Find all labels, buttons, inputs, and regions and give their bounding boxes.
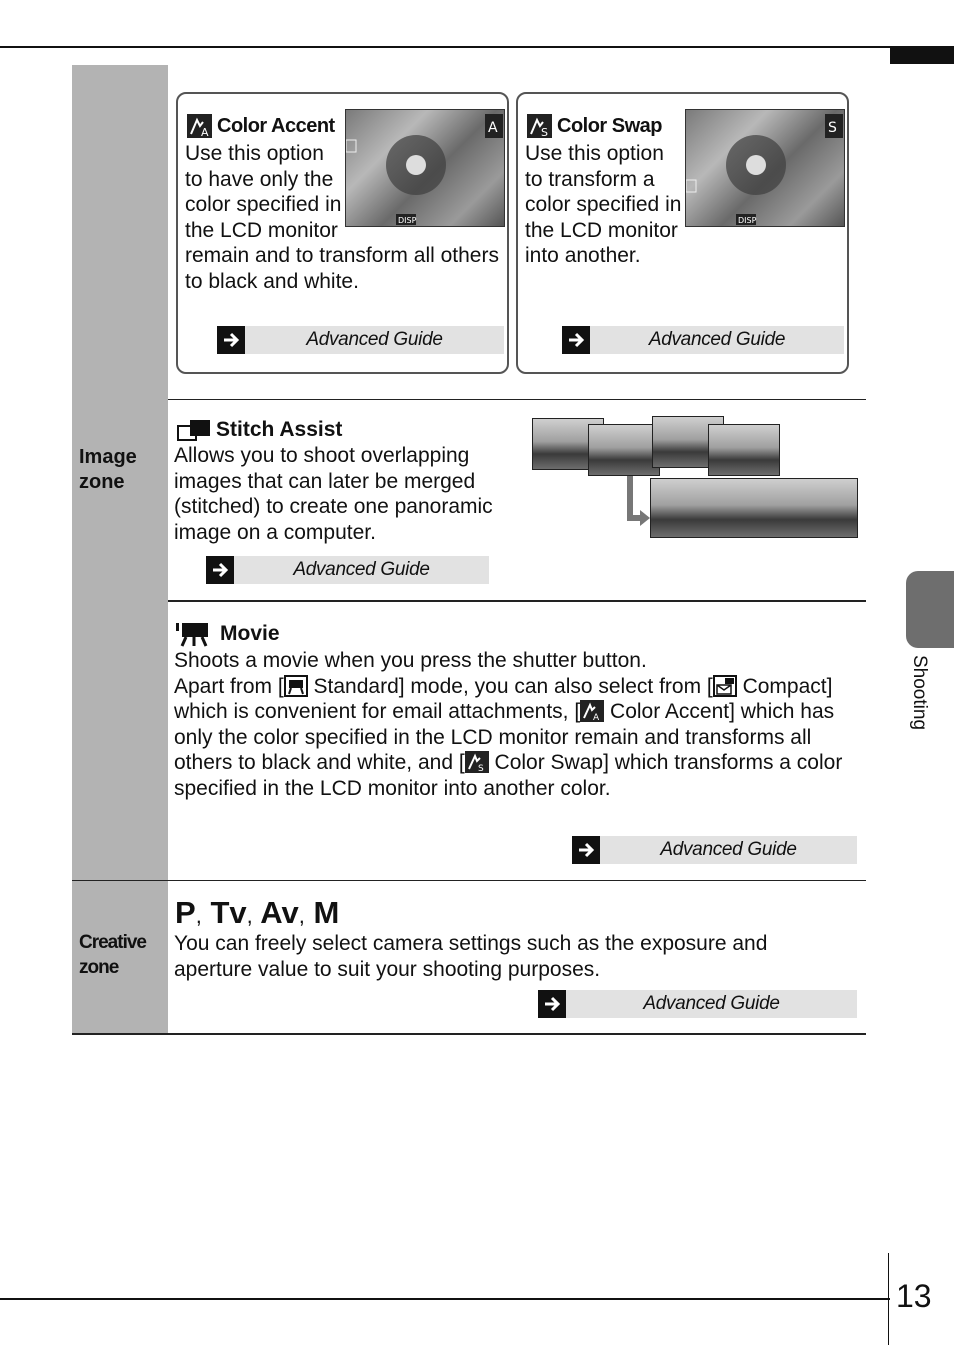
top-corner-tab [890, 46, 954, 64]
movie-guide-link[interactable] [572, 836, 857, 864]
movie-line1: Shoots a movie when you press the shutter button. [174, 649, 647, 672]
svg-text:A: A [201, 126, 209, 138]
separator [72, 880, 866, 881]
movie-camera-icon [176, 621, 210, 647]
color-swap-icon [527, 114, 552, 138]
movie-heading [176, 621, 280, 647]
arrow-right-icon [206, 556, 234, 584]
color-accent-title: Color Accent [217, 114, 335, 137]
stitch-assist-icon [176, 417, 212, 443]
movie-standard-icon [284, 675, 308, 697]
creative-guide-link[interactable] [538, 990, 857, 1018]
guide-label: Advanced Guide [234, 556, 489, 584]
page-number: 13 [896, 1278, 932, 1314]
creative-zone-label: Creative zone [79, 932, 146, 978]
creative-modes-title: P, Tv, Av, M [175, 895, 340, 930]
chapter-label: Shooting [909, 655, 930, 731]
image-zone-label: Image zone [79, 446, 137, 493]
color-accent-text: Use this option to have only the color specified in the LCD monitor remain and to transform all others to black and white. [185, 142, 499, 293]
mode-m: M [313, 895, 340, 930]
arrow-right-icon [217, 326, 245, 354]
panorama-illustration [532, 416, 862, 541]
image-zone-column [72, 65, 168, 880]
top-rule [0, 46, 954, 48]
movie-compact-icon [713, 675, 737, 697]
color-swap-guide-link[interactable] [562, 326, 844, 354]
bottom-rule [0, 1298, 890, 1300]
stitch-assist-guide-link[interactable] [206, 556, 489, 584]
pano-frame-2 [588, 424, 660, 476]
color-swap-text: Use this option to transform a color specified in the LCD monitor into another. [525, 142, 682, 267]
separator [168, 399, 866, 400]
svg-text:A: A [593, 713, 600, 722]
svg-text:A: A [488, 120, 498, 136]
arrow-right-icon [572, 836, 600, 864]
movie-title: Movie [220, 622, 280, 645]
color-swap-title: Color Swap [557, 114, 663, 137]
movie-color-accent-icon [580, 700, 604, 722]
page-number-divider [888, 1253, 889, 1345]
movie-color-swap-icon [465, 751, 489, 773]
mode-av: Av [260, 895, 299, 930]
guide-label: Advanced Guide [600, 836, 857, 864]
mode-tv: Tv [210, 895, 247, 930]
svg-text:S: S [477, 764, 484, 773]
guide-label: Advanced Guide [590, 326, 844, 354]
color-accent-card [176, 92, 509, 374]
guide-label: Advanced Guide [566, 990, 857, 1018]
stitch-assist-title: Stitch Assist [216, 418, 343, 441]
separator [168, 600, 866, 602]
arrow-right-icon [562, 326, 590, 354]
arrow-right-icon [538, 990, 566, 1018]
svg-text:S: S [541, 126, 548, 138]
svg-text:DISP: DISP [738, 216, 757, 225]
creative-zone-column [72, 880, 168, 1035]
stitch-assist-heading [176, 417, 342, 443]
movie-text [174, 648, 860, 801]
stitch-assist-text: Allows you to shoot overlapping images that can later be merged (stitched) to create one panoramic image on a computer. [174, 444, 493, 544]
creative-text: You can freely select camera settings such as the exposure and aperture value to suit your shooting purposes. [174, 932, 768, 981]
svg-text:S: S [828, 120, 837, 136]
color-accent-guide-link[interactable] [217, 326, 504, 354]
movie-paragraph: Apart from [ Standard] mode, you can also select from [ Compact] which is convenient for email attachments, [ A Color Accent] which has only the color specified in the LCD monitor remain and transforms all others to black and white, and [ S Color Swap] which transforms a color specified in the LCD monitor into another color. [174, 674, 843, 800]
color-swap-card [516, 92, 849, 374]
pano-merged-image [650, 478, 858, 538]
svg-text:DISP: DISP [398, 216, 417, 225]
guide-label: Advanced Guide [245, 326, 504, 354]
pano-frame-4 [708, 424, 780, 476]
mode-p: P [175, 895, 196, 930]
separator [72, 1033, 866, 1035]
chapter-tab[interactable] [906, 571, 954, 648]
color-accent-icon [187, 114, 212, 138]
